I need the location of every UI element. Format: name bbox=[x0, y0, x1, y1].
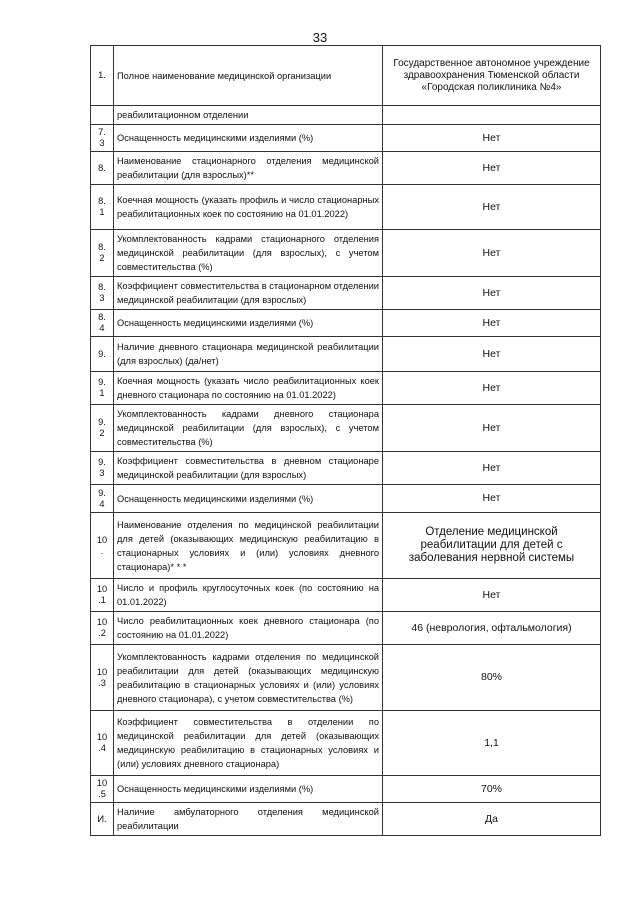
row-number: 10 .4 bbox=[91, 711, 114, 776]
row-label: Оснащенность медицинскими изделиями (%) bbox=[114, 485, 383, 513]
table-row bbox=[91, 310, 601, 337]
row-value: Нет bbox=[383, 125, 601, 152]
row-value: Нет bbox=[383, 579, 601, 612]
table-row bbox=[91, 645, 601, 711]
row-value: Нет bbox=[383, 337, 601, 372]
row-number: 9. 1 bbox=[91, 372, 114, 405]
table-row bbox=[91, 711, 601, 776]
row-number: 10 .2 bbox=[91, 612, 114, 645]
row-label: Наименование отделения по медицинской реабилитации для детей (оказывающих медицинскую реабилитацию в стационарных условиях и (или) условиях дневного стационара)* * * bbox=[114, 513, 383, 579]
row-label: Укомплектованность кадрами дневного стационара медицинской реабилитации (для взрослых), с учетом совместительства (%) bbox=[114, 405, 383, 452]
row-value: Нет bbox=[383, 152, 601, 185]
row-value: Нет bbox=[383, 452, 601, 485]
row-number: 9. bbox=[91, 337, 114, 372]
table-row bbox=[91, 185, 601, 230]
table-row bbox=[91, 277, 601, 310]
row-label: Коэффициент совместительства в дневном стационаре медицинской реабилитации (для взрослых) bbox=[114, 452, 383, 485]
table-row bbox=[91, 106, 601, 125]
row-label: Коечная мощность (указать профиль и число стационарных реабилитационных коек по состоянию на 01.01.2022) bbox=[114, 185, 383, 230]
row-value: Нет bbox=[383, 372, 601, 405]
row-number: 10 . bbox=[91, 513, 114, 579]
row-value bbox=[383, 106, 601, 125]
row-value: Нет bbox=[383, 185, 601, 230]
row-number: 9. 4 bbox=[91, 485, 114, 513]
table-row bbox=[91, 579, 601, 612]
table-row bbox=[91, 612, 601, 645]
table-row bbox=[91, 485, 601, 513]
row-number: 8. bbox=[91, 152, 114, 185]
row-number: 1. bbox=[91, 46, 114, 106]
row-number: 8. 3 bbox=[91, 277, 114, 310]
row-number: 8. 1 bbox=[91, 185, 114, 230]
table-row bbox=[91, 372, 601, 405]
row-value: Нет bbox=[383, 485, 601, 513]
row-label: Укомплектованность кадрами стационарного отделения медицинской реабилитации (для взрослых), с учетом совместительства (%) bbox=[114, 230, 383, 277]
row-value: Отделение медицинской реабилитации для детей с заболевания нервной системы bbox=[383, 513, 601, 579]
table-row bbox=[91, 405, 601, 452]
row-label: Коэффициент совместительства в стационарном отделении медицинской реабилитации (для взрослых) bbox=[114, 277, 383, 310]
table-row bbox=[91, 776, 601, 803]
row-number: 8. 2 bbox=[91, 230, 114, 277]
row-value: Нет bbox=[383, 310, 601, 337]
row-value: Нет bbox=[383, 230, 601, 277]
row-label: Наличие амбулаторного отделения медицинской реабилитации bbox=[114, 803, 383, 836]
row-number: 8. 4 bbox=[91, 310, 114, 337]
row-value: 46 (неврология, офтальмология) bbox=[383, 612, 601, 645]
row-value: Нет bbox=[383, 277, 601, 310]
row-number: 10 .5 bbox=[91, 776, 114, 803]
table-row bbox=[91, 152, 601, 185]
row-value: Да bbox=[383, 803, 601, 836]
row-label: Коэффициент совместительства в отделении по медицинской реабилитации для детей (оказывающих медицинскую реабилитацию в стационарных условиях и (или) условиях дневного стационара) bbox=[114, 711, 383, 776]
row-label: Оснащенность медицинскими изделиями (%) bbox=[114, 310, 383, 337]
row-value: 70% bbox=[383, 776, 601, 803]
row-label: Коечная мощность (указать число реабилитационных коек дневного стационара по состоянию на 01.01.2022) bbox=[114, 372, 383, 405]
row-label: Укомплектованность кадрами отделения по медицинской реабилитации для детей (оказывающих медицинскую реабилитацию в стационарных условиях и (или) условиях дневного стационара), с учетом совместительства (%) bbox=[114, 645, 383, 711]
table-row bbox=[91, 337, 601, 372]
page-number: 33 bbox=[312, 30, 328, 45]
table-row bbox=[91, 125, 601, 152]
row-value: Нет bbox=[383, 405, 601, 452]
row-value: 80% bbox=[383, 645, 601, 711]
row-number: И. bbox=[91, 803, 114, 836]
rehabilitation-info-table bbox=[90, 45, 601, 836]
table-row bbox=[91, 230, 601, 277]
row-label: Число и профиль круглосуточных коек (по состоянию на 01.01.2022) bbox=[114, 579, 383, 612]
row-label: реабилитационном отделении bbox=[114, 106, 383, 125]
row-number: 10 .3 bbox=[91, 645, 114, 711]
row-label: Число реабилитационных коек дневного стационара (по состоянию на 01.01.2022) bbox=[114, 612, 383, 645]
row-label: Полное наименование медицинской организации bbox=[114, 46, 383, 106]
row-number: 10 .1 bbox=[91, 579, 114, 612]
row-value: Государственное автономное учреждение здравоохранения Тюменской области «Городская поликлиника №4» bbox=[383, 46, 601, 106]
table-row bbox=[91, 513, 601, 579]
row-number: 9. 3 bbox=[91, 452, 114, 485]
row-number: 9. 2 bbox=[91, 405, 114, 452]
row-number bbox=[91, 106, 114, 125]
row-value: 1,1 bbox=[383, 711, 601, 776]
row-label: Наличие дневного стационара медицинской реабилитации (для взрослых) (да/нет) bbox=[114, 337, 383, 372]
row-label: Оснащенность медицинскими изделиями (%) bbox=[114, 776, 383, 803]
row-number: 7. 3 bbox=[91, 125, 114, 152]
table-row bbox=[91, 803, 601, 836]
row-label: Наименование стационарного отделения медицинской реабилитации (для взрослых)** bbox=[114, 152, 383, 185]
table-row bbox=[91, 452, 601, 485]
row-label: Оснащенность медицинскими изделиями (%) bbox=[114, 125, 383, 152]
table-row bbox=[91, 46, 601, 106]
